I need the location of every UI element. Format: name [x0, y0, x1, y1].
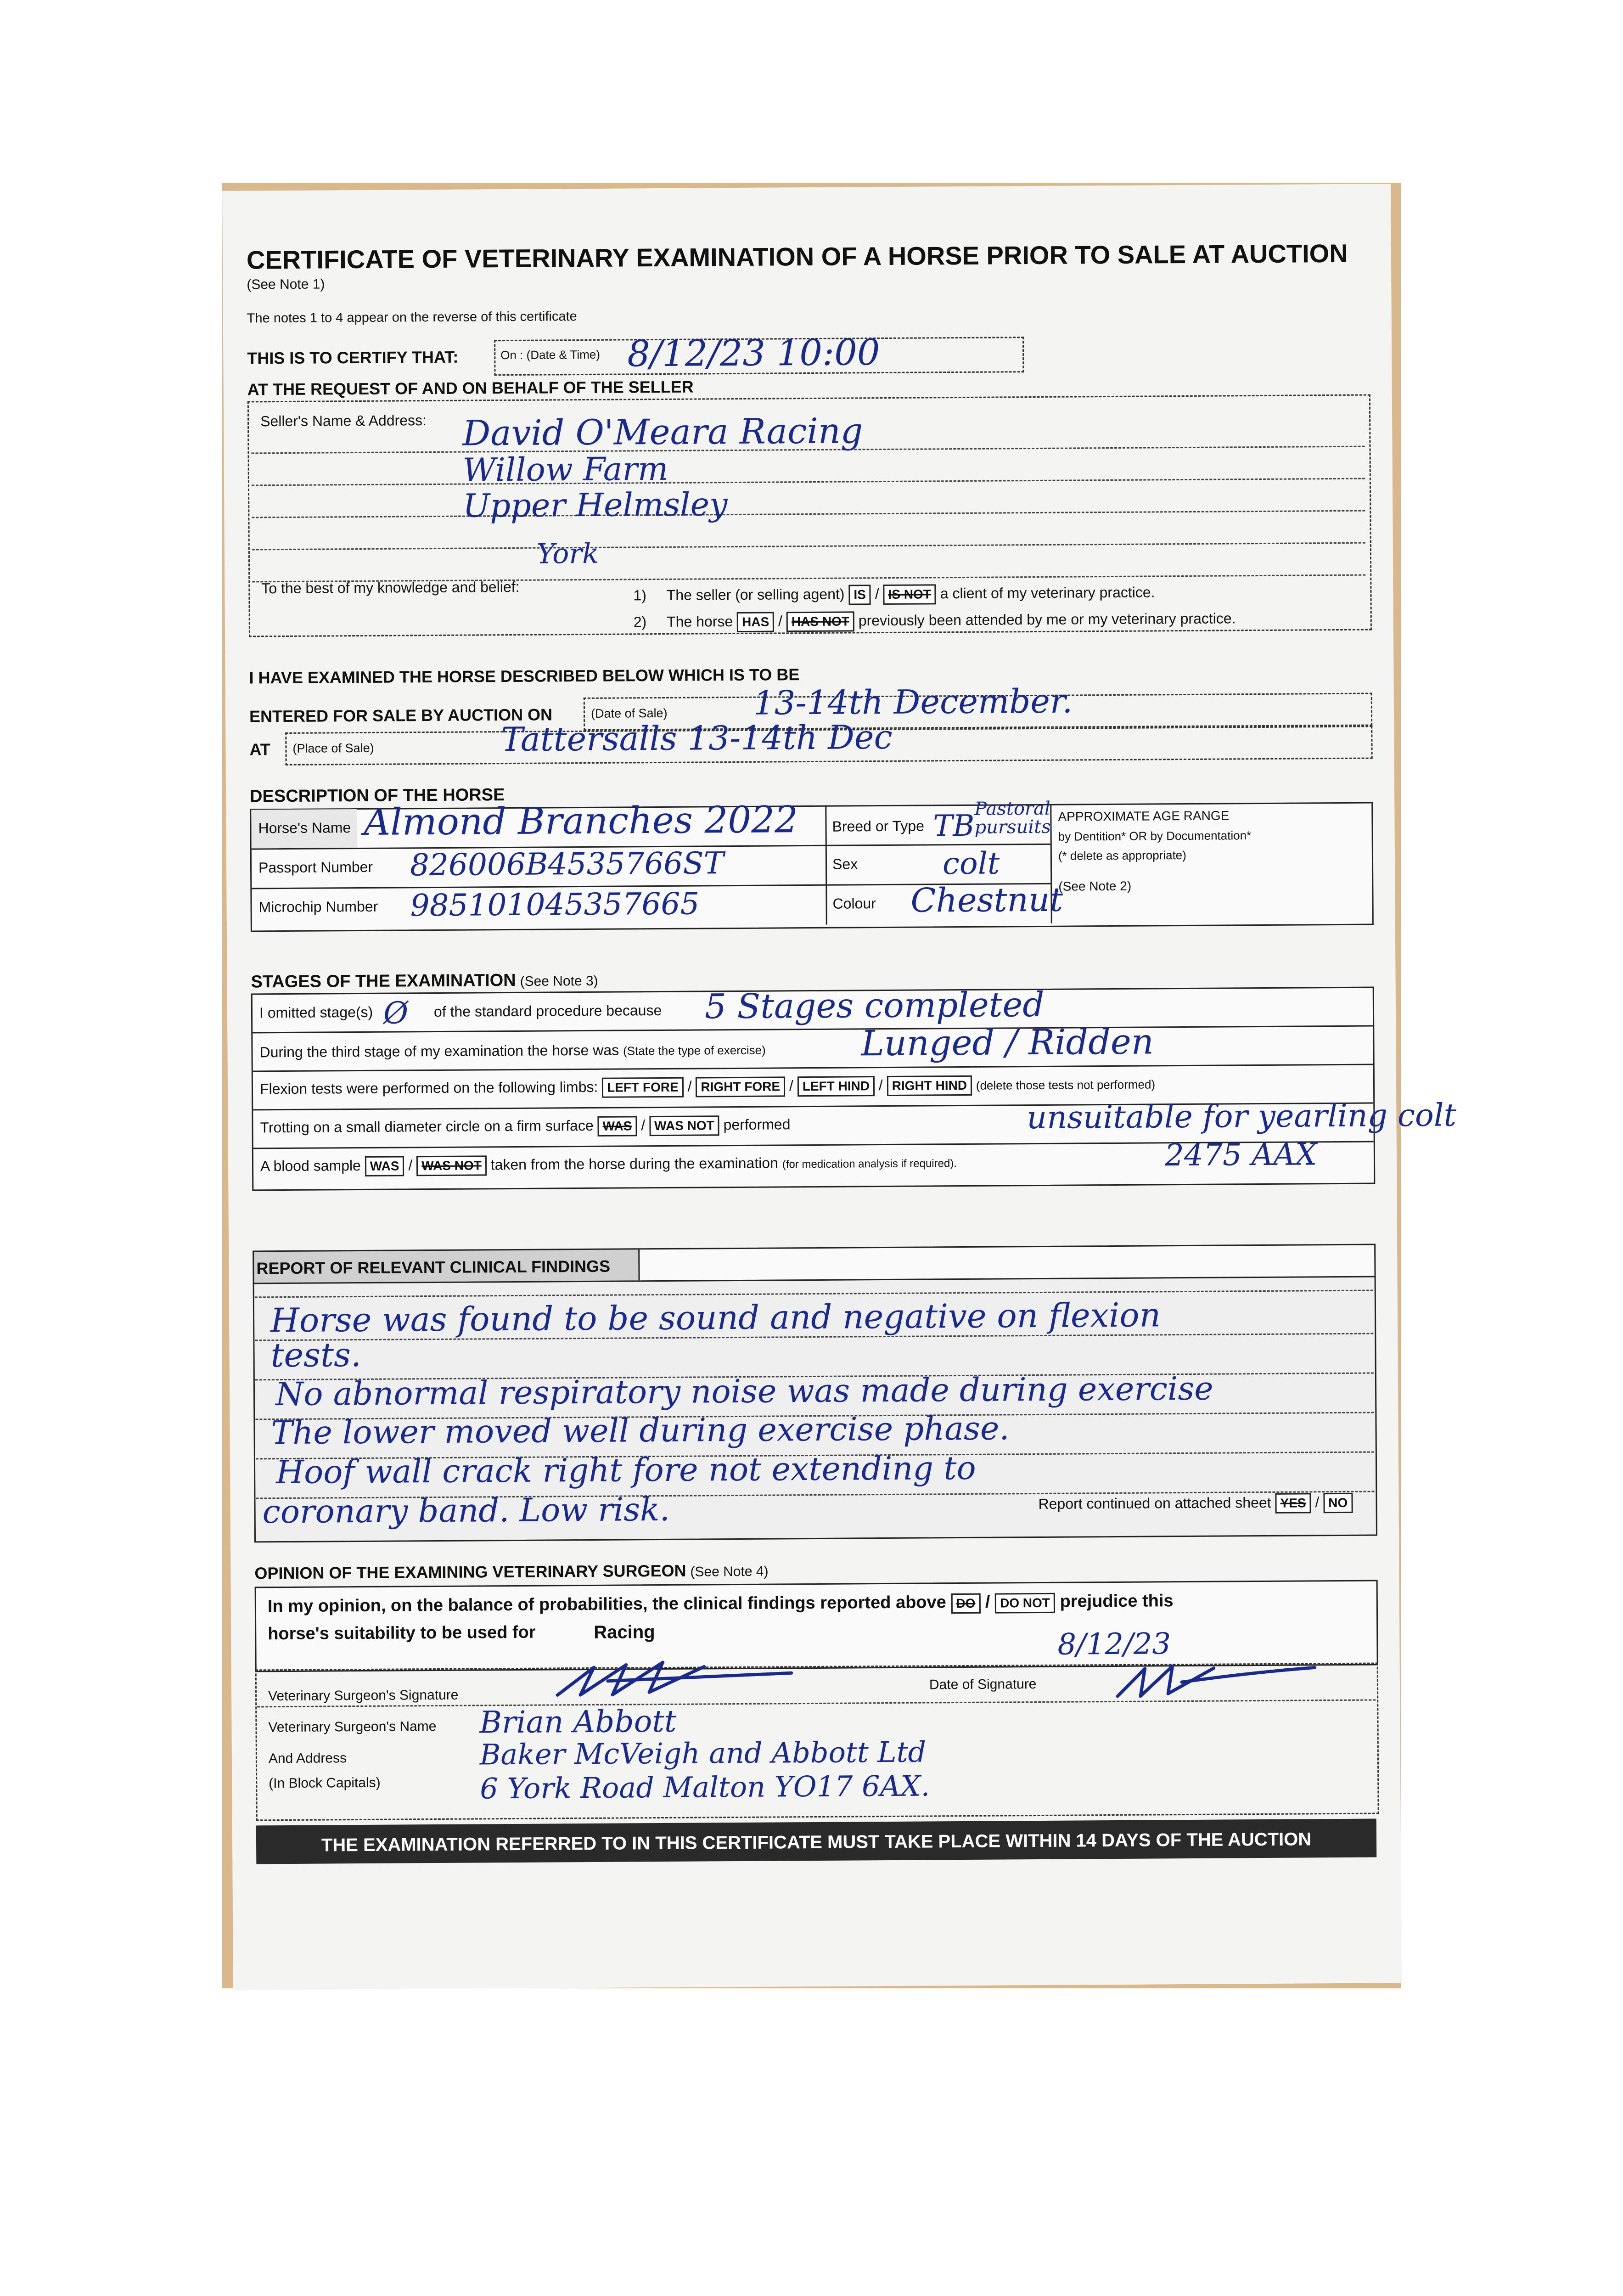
description-heading: DESCRIPTION OF THE HORSE: [249, 785, 505, 806]
vet-name-value: Brian Abbott: [479, 1703, 677, 1740]
third-stage-label: [259, 1041, 765, 1061]
opinion-title: OPINION OF THE EXAMINING VETERINARY SURGEON: [254, 1561, 686, 1583]
knowledge-label: To the best of my knowledge and belief:: [261, 578, 520, 597]
is-not-option[interactable]: IS NOT: [883, 584, 936, 605]
suitability-label: horse's suitability to be used for: [268, 1622, 536, 1644]
blood-label: A blood sample: [260, 1157, 361, 1175]
age-delete-note: (* delete as appropriate): [1058, 848, 1186, 863]
microchip-label: Microchip Number: [258, 898, 378, 916]
report-line-3: No abnormal respiratory noise was made during exercise: [275, 1369, 1213, 1413]
opinion-text-end: prejudice this: [1060, 1591, 1174, 1611]
statement-1-text: The seller (or selling agent): [666, 585, 845, 603]
trotting-row: Trotting on a small diameter circle on a firm surface WAS / WAS NOT performed: [260, 1116, 791, 1136]
statement-1-number: 1): [633, 587, 647, 604]
blood-reference: 2475 AAX: [1164, 1137, 1317, 1173]
flexion-right-fore[interactable]: RIGHT FORE: [696, 1076, 785, 1097]
opinion-text: In my opinion, on the balance of probabilities, the clinical findings reported above: [267, 1593, 946, 1616]
trotting-was-not-option[interactable]: WAS NOT: [649, 1115, 719, 1136]
age-heading: APPROXIMATE AGE RANGE: [1058, 808, 1230, 824]
has-option[interactable]: HAS: [737, 612, 774, 632]
entered-label: ENTERED FOR SALE BY AUCTION ON: [249, 705, 553, 726]
suitability-value: Racing: [594, 1622, 655, 1643]
vet-address-line-1: Baker McVeigh and Abbott Ltd: [479, 1735, 927, 1772]
statement-2-number: 2): [633, 613, 647, 630]
certificate-sheet: [222, 184, 1457, 1990]
notes-line: The notes 1 to 4 appear on the reverse of this certificate: [247, 309, 577, 326]
opinion-note: (See Note 4): [690, 1564, 769, 1580]
flexion-left-fore[interactable]: LEFT FORE: [602, 1077, 684, 1098]
third-stage-value: Lunged / Ridden: [861, 1021, 1154, 1064]
breed-value: TB: [933, 809, 975, 844]
flexion-row: Flexion tests were performed on the following limbs: LEFT FORE / RIGHT FORE / LEFT HIND / RIGHT HIND (delete those tests not performed): [260, 1074, 1155, 1100]
opinion-statement: In my opinion, on the balance of probabilities, the clinical findings reported above DO / DO NOT prejudice this: [267, 1591, 1174, 1616]
vet-signature-scribble: [552, 1648, 810, 1704]
date-of-sale-value: 13-14th December.: [753, 681, 1073, 722]
breed-label: Breed or Type: [832, 817, 925, 835]
passport-value: 826006B4535766ST: [410, 845, 724, 883]
do-not-option[interactable]: DO NOT: [995, 1593, 1055, 1614]
and-address-label: And Address: [268, 1750, 347, 1767]
trotting-was-option[interactable]: WAS: [597, 1116, 637, 1137]
seller-line-3: Upper Helmsley: [463, 485, 728, 525]
seller-line-2: Willow Farm: [462, 450, 668, 489]
breed-note: Pastoral pursuits: [974, 798, 1051, 838]
has-not-option[interactable]: HAS NOT: [786, 611, 854, 632]
report-continued-label: Report continued on attached sheet: [1038, 1494, 1271, 1513]
certificate-title: CERTIFICATE OF VETERINARY EXAMINATION OF A HORSE PRIOR TO SALE AT AUCTION: [246, 238, 1348, 275]
blood-note: (for medication analysis if required).: [782, 1157, 957, 1171]
blood-was-not-option[interactable]: WAS NOT: [416, 1155, 487, 1176]
do-option[interactable]: DO: [951, 1593, 980, 1614]
omitted-reason: 5 Stages completed: [704, 985, 1045, 1027]
sex-label: Sex: [832, 855, 858, 872]
date-signature-value: 8/12/23: [1057, 1627, 1171, 1662]
flexion-left-hind[interactable]: LEFT HIND: [797, 1076, 875, 1097]
omitted-label: I omitted stage(s): [259, 1003, 373, 1021]
trotting-performed: performed: [723, 1116, 791, 1133]
report-line-6: coronary band. Low risk.: [262, 1490, 670, 1531]
request-label: AT THE REQUEST OF AND ON BEHALF OF THE SELLER: [247, 377, 694, 399]
continued-no-option[interactable]: NO: [1323, 1493, 1353, 1513]
third-stage-text: During the third stage of my examination the horse was: [259, 1041, 619, 1061]
statement-1: 1) The seller (or selling agent) IS / IS NOT a client of my veterinary practice.: [633, 583, 1155, 606]
vet-address-line-2: 6 York Road Malton YO17 6AX.: [480, 1769, 930, 1806]
date-of-sale-label: (Date of Sale): [590, 706, 668, 720]
report-line-5: Hoof wall crack right fore not extending to: [275, 1449, 976, 1491]
sex-value: colt: [942, 845, 1000, 882]
statement-2: 2) The horse HAS / HAS NOT previously been attended by me or my veterinary practice.: [634, 609, 1236, 633]
date-signature-scribble: [1113, 1654, 1325, 1701]
is-option[interactable]: IS: [848, 585, 871, 605]
blood-row: A blood sample WAS / WAS NOT taken from the horse during the examination (for medication analysis if required).: [260, 1153, 957, 1177]
omitted-because: of the standard procedure because: [433, 1002, 662, 1020]
examined-label: I HAVE EXAMINED THE HORSE DESCRIBED BELOW WHICH IS TO BE: [249, 665, 800, 687]
third-stage-note: (State the type of exercise): [623, 1043, 766, 1058]
blood-was-option[interactable]: WAS: [365, 1156, 404, 1176]
omitted-value: Ø: [383, 995, 409, 1031]
certify-label: THIS IS TO CERTIFY THAT:: [247, 347, 459, 368]
statement-1-end: a client of my veterinary practice.: [940, 584, 1155, 602]
report-line-2: tests.: [270, 1335, 362, 1375]
stages-note: (See Note 3): [520, 973, 598, 989]
at-label: AT: [249, 740, 270, 759]
horse-name-value: Almond Branches 2022: [364, 798, 798, 844]
flexion-label: Flexion tests were performed on the following limbs:: [259, 1078, 598, 1097]
blood-text: taken from the horse during the examination: [490, 1154, 778, 1173]
flexion-note: (delete those tests not performed): [976, 1077, 1156, 1092]
horse-name-label: Horse's Name: [258, 819, 351, 837]
on-date-label: On : (Date & Time): [500, 347, 601, 362]
passport-label: Passport Number: [258, 858, 373, 876]
age-by: by Dentition* OR by Documentation*: [1058, 828, 1252, 844]
statement-2-end: previously been attended by me or my veterinary practice.: [858, 610, 1236, 629]
footer-text: THE EXAMINATION REFERRED TO IN THIS CERTIFICATE MUST TAKE PLACE WITHIN 14 DAYS OF THE AUCTION: [321, 1829, 1312, 1856]
seller-line-4: York: [536, 537, 599, 570]
report-continued: Report continued on attached sheet YES / NO: [1038, 1493, 1353, 1515]
report-heading: REPORT OF RELEVANT CLINICAL FINDINGS: [256, 1256, 611, 1278]
flexion-right-hind[interactable]: RIGHT HIND: [887, 1075, 972, 1096]
report-line-4: The lower moved well during exercise phase.: [271, 1409, 1010, 1452]
continued-yes-option[interactable]: YES: [1275, 1493, 1311, 1513]
exam-date-time: 8/12/23 10:00: [627, 332, 880, 375]
trotting-reason: unsuitable for yearling colt: [1027, 1097, 1457, 1137]
seller-name-address-label: Seller's Name & Address:: [260, 412, 427, 430]
seller-line-1: David O'Meara Racing: [462, 410, 863, 454]
place-of-sale-value: Tattersalls 13-14th Dec: [501, 717, 893, 759]
colour-value: Chestnut: [910, 880, 1063, 920]
trotting-label: Trotting on a small diameter circle on a firm surface: [260, 1117, 594, 1136]
stages-title: STAGES OF THE EXAMINATION: [251, 970, 516, 992]
block-capitals-label: (In Block Capitals): [269, 1775, 381, 1791]
see-note-1: (See Note 1): [247, 276, 325, 293]
date-signature-label: Date of Signature: [929, 1677, 1037, 1693]
vet-signature-label: Veterinary Surgeon's Signature: [268, 1687, 459, 1704]
place-of-sale-label: (Place of Sale): [292, 741, 374, 755]
statement-2-text: The horse: [667, 613, 733, 630]
stages-heading: [251, 970, 598, 992]
vet-name-label: Veterinary Surgeon's Name: [268, 1719, 437, 1735]
microchip-value: 985101045357665: [410, 886, 700, 923]
colour-label: Colour: [832, 895, 876, 912]
opinion-heading: [254, 1561, 768, 1583]
age-see-note: (See Note 2): [1058, 878, 1132, 894]
report-line-1: Horse was found to be sound and negative on flexion: [270, 1295, 1161, 1340]
